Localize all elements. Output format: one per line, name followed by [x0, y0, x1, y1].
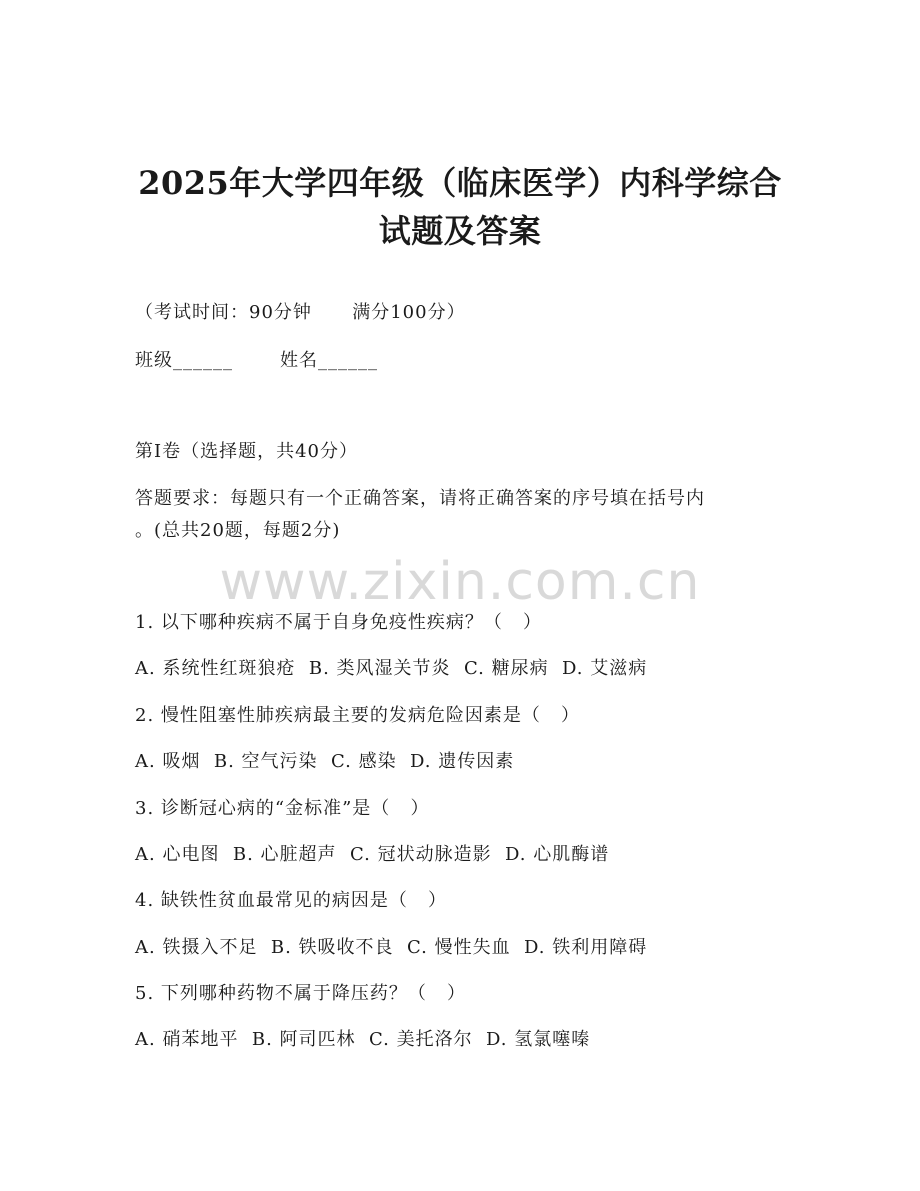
instructions-line-2: 。(总共20题，每题2分) — [135, 520, 341, 541]
question-stem: 3. 诊断冠心病的“金标准”是（ ） — [135, 798, 430, 819]
exam-info: （考试时间：90分钟 满分100分） — [135, 302, 466, 323]
question-stem: 5. 下列哪种药物不属于降压药？（ ） — [135, 983, 467, 1004]
question-options: A. 硝苯地平 B. 阿司匹林 C. 美托洛尔 D. 氢氯噻嗪 — [135, 1029, 591, 1050]
instructions-line-1: 答题要求：每题只有一个正确答案，请将正确答案的序号填在括号内 — [135, 488, 705, 509]
section-heading: 第I卷（选择题，共40分） — [135, 441, 359, 462]
question-stem: 4. 缺铁性贫血最常见的病因是（ ） — [135, 890, 448, 911]
watermark: www.zixin.com.cn — [219, 552, 701, 612]
document-title-line-2: 试题及答案 — [378, 212, 542, 250]
question-stem: 2. 慢性阻塞性肺疾病最主要的发病危险因素是（ ） — [135, 705, 581, 726]
question-options: A. 铁摄入不足 B. 铁吸收不良 C. 慢性失血 D. 铁利用障碍 — [135, 937, 648, 958]
student-fields: 班级______ 姓名______ — [135, 350, 379, 371]
question-options: A. 心电图 B. 心脏超声 C. 冠状动脉造影 D. 心肌酶谱 — [135, 844, 610, 865]
question-options: A. 吸烟 B. 空气污染 C. 感染 D. 遗传因素 — [135, 751, 515, 772]
question-options: A. 系统性红斑狼疮 B. 类风湿关节炎 C. 糖尿病 D. 艾滋病 — [135, 658, 648, 679]
document-title-line-1: 2025年大学四年级（临床医学）内科学综合 — [138, 164, 782, 202]
question-stem: 1. 以下哪种疾病不属于自身免疫性疾病？（ ） — [135, 612, 543, 633]
